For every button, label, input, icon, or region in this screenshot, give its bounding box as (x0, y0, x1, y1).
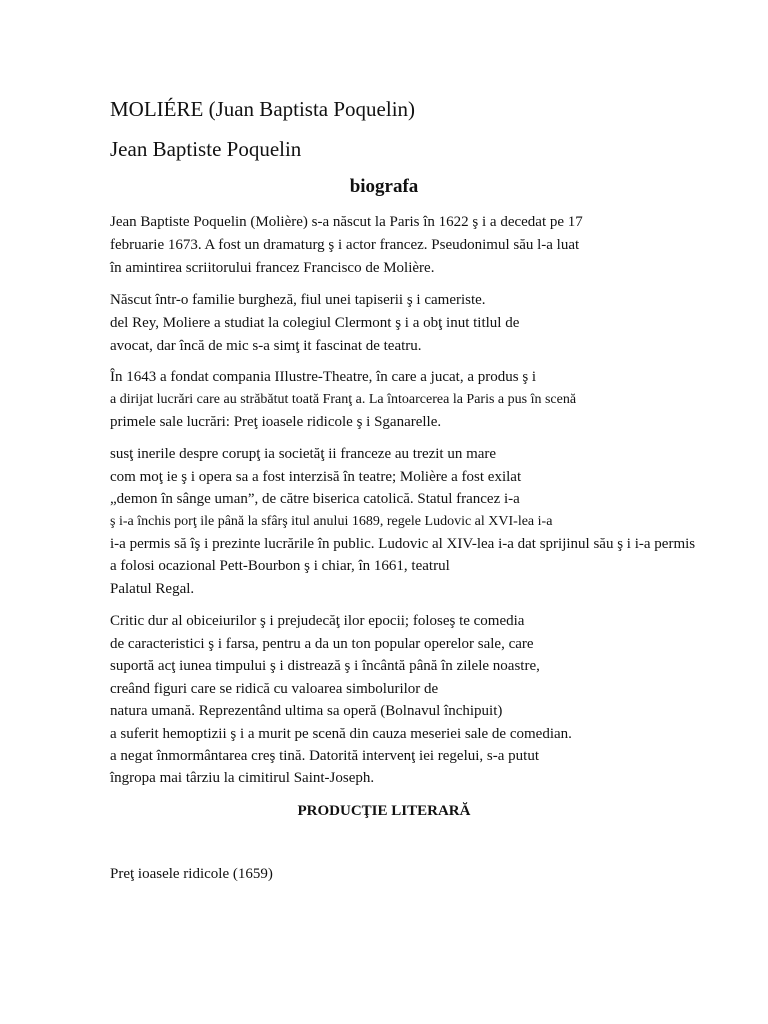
paragraph-line: susţ inerile despre corupţ ia societăţ ii franceze au trezit un mare (110, 446, 497, 462)
paragraph-line: de caracteristici ş i farsa, pentru a da un ton popular operelor sale, care (110, 636, 534, 652)
paragraph-line: „demon în sânge uman”, de către biserica catolică. Statul francez i-a (110, 491, 520, 507)
paragraph-line: îngropa mai târziu la cimitirul Saint-Joseph. (110, 770, 375, 786)
paragraph-line: suportă acţ iunea timpului ş i distrează ş i încântă până în zilele noastre, (110, 658, 540, 674)
paragraph-line: del Rey, Moliere a studiat la colegiul Clermont ş i a obţ inut titlul de (110, 315, 520, 331)
paragraph-line: avocat, dar încă de mic s-a simţ it fascinat de teatru. (110, 338, 422, 354)
paragraph-line: natura umană. Reprezentând ultima sa operă (Bolnavul închipuit) (110, 703, 503, 719)
paragraph-line: com moţ ie ş i opera sa a fost interzisă în teatre; Molière a fost exilat (110, 469, 522, 485)
paragraph-line: Palatul Regal. (110, 581, 195, 597)
works-list-item: Preţ ioasele ridicole (1659) (110, 866, 273, 882)
paragraph-line: februarie 1673. A fost un dramaturg ş i actor francez. Pseudonimul său l-a luat (110, 237, 580, 253)
section-title-biography: biografa (349, 176, 419, 197)
section-heading: PRODUCŢIE LITERARĂ (297, 803, 471, 819)
document-title: MOLIÉRE (Juan Baptista Poquelin) (110, 97, 416, 121)
paragraph-line: i-a permis să îş i prezinte lucrările în public. Ludovic al XIV-lea i-a dat sprijinul său ş i i-a permis (110, 536, 696, 552)
paragraph-line: în amintirea scriitorului francez Francisco de Molière. (110, 260, 435, 276)
paragraph-line: a dirijat lucrări care au străbătut toată Franţ a. La întoarcerea la Paris a pus în scenă (110, 392, 577, 407)
paragraph-line: primele sale lucrări: Preţ ioasele ridicole ş i Sganarelle. (110, 414, 442, 430)
paragraph-line: În 1643 a fondat compania IIlustre-Theatre, în care a jucat, a produs ş i (110, 369, 537, 385)
paragraph-line: a suferit hemoptizii ş i a murit pe scenă din cauza meseriei sale de comedian. (110, 726, 572, 742)
document-subtitle-name: Jean Baptiste Poquelin (110, 137, 302, 161)
paragraph-line: Jean Baptiste Poquelin (Molière) s-a născut la Paris în 1622 ş i a decedat pe 17 (110, 214, 583, 230)
paragraph-line: a folosi ocazional Pett-Bourbon ş i chiar, în 1661, teatrul (110, 558, 450, 574)
paragraph-line: Născut într-o familie burgheză, fiul unei tapiserii ş i cameriste. (110, 292, 486, 308)
paragraph-line: creând figuri care se ridică cu valoarea simbolurilor de (110, 681, 439, 697)
paragraph-line: a negat înmormântarea creş tină. Datorită intervenţ iei regelui, s-a putut (110, 748, 539, 764)
paragraph-line: ş i-a închis porţ ile până la sfârş itul anului 1689, regele Ludovic al XVI-lea i-a (110, 514, 553, 529)
paragraph-line: Critic dur al obiceiurilor ş i prejudecăţ ilor epocii; foloseş te comedia (110, 613, 525, 629)
